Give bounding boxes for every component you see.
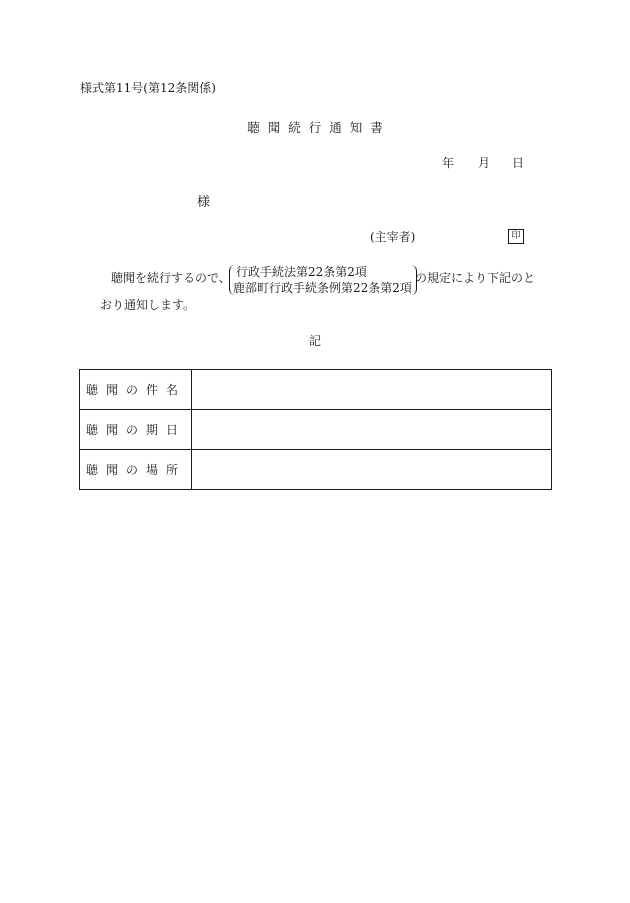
table-row	[80, 450, 552, 490]
date-year-label: 年	[442, 156, 455, 170]
row-value-place	[192, 450, 552, 490]
title-text: 聴聞続行通知書	[247, 120, 391, 135]
body-lead-text: 聴聞を続行するので、	[111, 271, 231, 285]
details-table	[79, 369, 552, 490]
table-row	[80, 410, 552, 450]
date-month-label: 月	[478, 156, 491, 170]
body-tail-text: の規定により下記のと	[415, 271, 536, 285]
body-continuation-text: おり通知します。	[100, 298, 196, 312]
form-number: 様式第11号(第12条関係)	[80, 81, 216, 95]
addressee-suffix: 様	[197, 195, 211, 210]
document-title	[0, 122, 630, 135]
row-label-date: 聴聞の期日	[80, 410, 192, 450]
organizer-label: (主宰者)	[370, 230, 416, 244]
law-reference-2: 鹿部町行政手続条例第22条第2項	[233, 281, 412, 295]
row-value-date	[192, 410, 552, 450]
ki-heading: 記	[308, 334, 321, 348]
table-row	[80, 370, 552, 410]
row-label-place: 聴聞の場所	[80, 450, 192, 490]
row-value-subject	[192, 370, 552, 410]
date-day-label: 日	[512, 156, 525, 170]
law-reference-1: 行政手続法第22条第2項	[236, 265, 367, 279]
row-label-subject: 聴聞の件名	[80, 370, 192, 410]
seal-icon: 印	[508, 229, 524, 244]
